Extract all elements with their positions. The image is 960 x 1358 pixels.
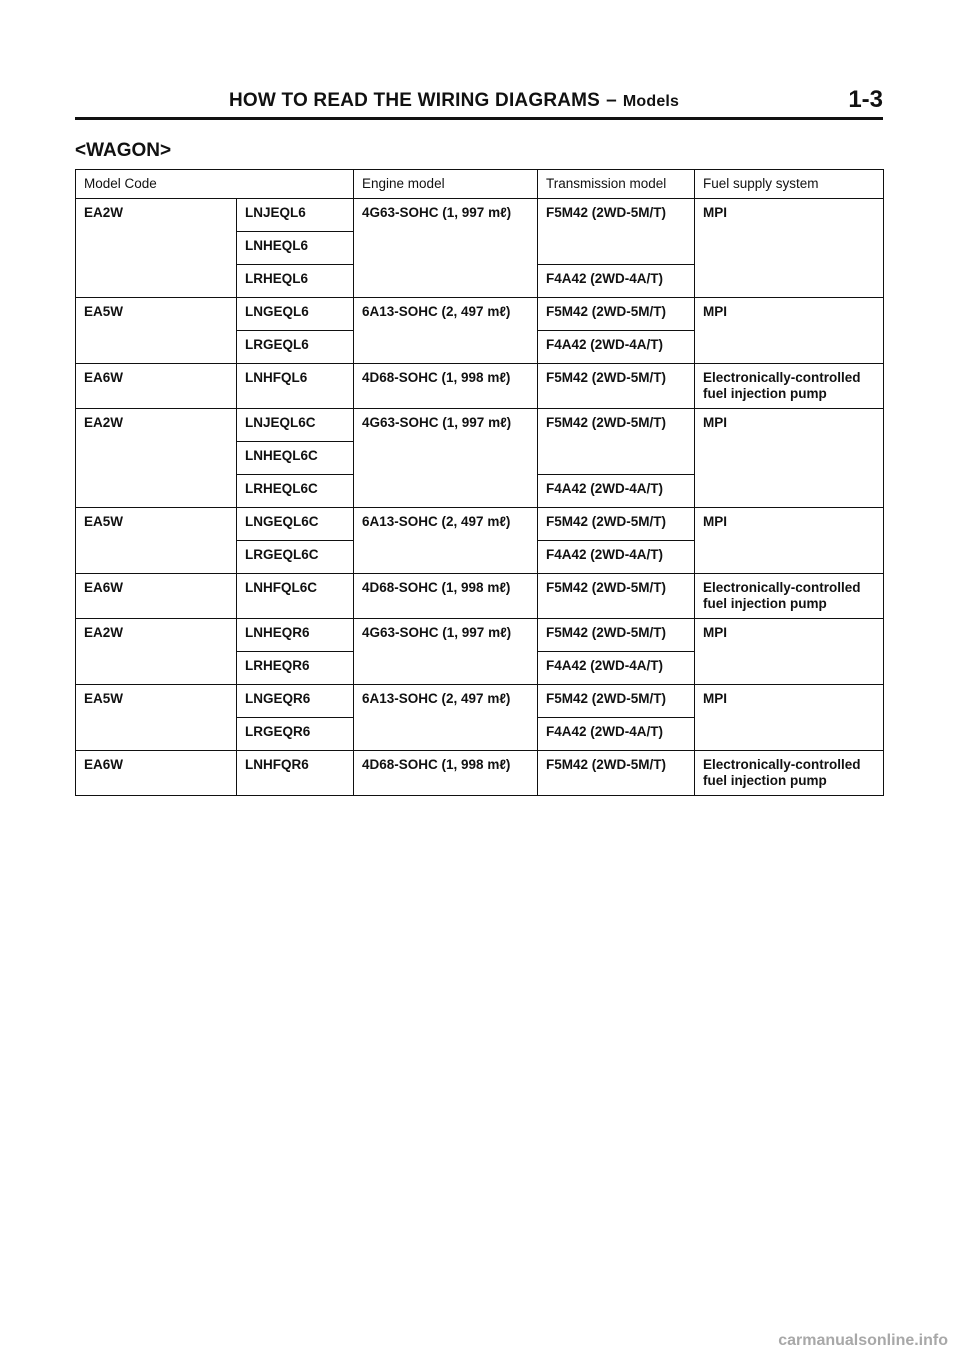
model-code-cell: LNJEQL6C xyxy=(237,409,354,442)
engine-cell: 6A13-SOHC (2, 497 mℓ) xyxy=(354,685,538,751)
model-family-cell: EA5W xyxy=(76,508,237,574)
transmission-cell: F4A42 (2WD-4A/T) xyxy=(538,475,695,508)
model-code-cell: LNHEQL6 xyxy=(237,232,354,265)
engine-cell: 4G63-SOHC (1, 997 mℓ) xyxy=(354,199,538,298)
transmission-cell: F4A42 (2WD-4A/T) xyxy=(538,331,695,364)
page-header xyxy=(75,88,883,118)
fuel-cell: MPI xyxy=(695,199,884,298)
model-code-cell: LNHFQL6C xyxy=(237,574,354,619)
model-code-cell: LNGEQL6C xyxy=(237,508,354,541)
transmission-cell: F4A42 (2WD-4A/T) xyxy=(538,718,695,751)
page-number: 1-3 xyxy=(848,86,883,113)
models-table xyxy=(75,169,884,796)
table-row xyxy=(76,409,884,442)
table-row xyxy=(76,508,884,541)
model-code-cell: LRHEQR6 xyxy=(237,652,354,685)
table-row xyxy=(76,619,884,652)
model-code-cell: LRGEQR6 xyxy=(237,718,354,751)
model-code-cell: LNHEQL6C xyxy=(237,442,354,475)
model-family-cell: EA5W xyxy=(76,685,237,751)
transmission-cell: F5M42 (2WD-5M/T) xyxy=(538,364,695,409)
table-row xyxy=(76,364,884,409)
model-code-cell: LRHEQL6C xyxy=(237,475,354,508)
table-header-row xyxy=(76,170,884,199)
transmission-cell: F5M42 (2WD-5M/T) xyxy=(538,298,695,331)
engine-cell: 4G63-SOHC (1, 997 mℓ) xyxy=(354,619,538,685)
model-family-cell: EA6W xyxy=(76,364,237,409)
model-code-cell: LNGEQR6 xyxy=(237,685,354,718)
transmission-cell: F5M42 (2WD-5M/T) xyxy=(538,751,695,796)
fuel-cell: MPI xyxy=(695,619,884,685)
fuel-cell: MPI xyxy=(695,508,884,574)
header-title-text: HOW TO READ THE WIRING DIAGRAMS xyxy=(229,90,601,111)
model-family-cell: EA6W xyxy=(76,751,237,796)
model-code-cell: LNGEQL6 xyxy=(237,298,354,331)
model-code-cell: LNHEQR6 xyxy=(237,619,354,652)
engine-cell: 4G63-SOHC (1, 997 mℓ) xyxy=(354,409,538,508)
model-code-cell: LRGEQL6C xyxy=(237,541,354,574)
model-family-cell: EA5W xyxy=(76,298,237,364)
engine-cell: 4D68-SOHC (1, 998 mℓ) xyxy=(354,574,538,619)
transmission-cell: F4A42 (2WD-4A/T) xyxy=(538,265,695,298)
header-subtitle: Models xyxy=(622,93,680,110)
footer-watermark: carmanualsonline.info xyxy=(778,1332,948,1349)
table-row xyxy=(76,298,884,331)
model-code-cell: LRHEQL6 xyxy=(237,265,354,298)
fuel-cell: Electronically-controlled fuel injection pump xyxy=(695,364,884,409)
fuel-cell: MPI xyxy=(695,685,884,751)
engine-cell: 4D68-SOHC (1, 998 mℓ) xyxy=(354,751,538,796)
model-code-cell: LNHFQL6 xyxy=(237,364,354,409)
engine-cell: 6A13-SOHC (2, 497 mℓ) xyxy=(354,298,538,364)
header-transmission-model: Transmission model xyxy=(538,170,695,199)
header-engine-model: Engine model xyxy=(354,170,538,199)
fuel-cell: MPI xyxy=(695,298,884,364)
transmission-cell: F5M42 (2WD-5M/T) xyxy=(538,619,695,652)
fuel-cell: MPI xyxy=(695,409,884,508)
page-title xyxy=(229,90,679,112)
table-row xyxy=(76,199,884,232)
header-fuel-supply-system: Fuel supply system xyxy=(695,170,884,199)
transmission-cell: F5M42 (2WD-5M/T) xyxy=(538,508,695,541)
transmission-cell: F5M42 (2WD-5M/T) xyxy=(538,409,695,475)
model-family-cell: EA2W xyxy=(76,199,237,298)
transmission-cell: F5M42 (2WD-5M/T) xyxy=(538,685,695,718)
header-separator: – xyxy=(606,90,617,111)
engine-cell: 6A13-SOHC (2, 497 mℓ) xyxy=(354,508,538,574)
model-family-cell: EA2W xyxy=(76,409,237,508)
transmission-cell: F4A42 (2WD-4A/T) xyxy=(538,652,695,685)
transmission-cell: F5M42 (2WD-5M/T) xyxy=(538,574,695,619)
header-rule xyxy=(75,117,883,120)
model-code-cell: LNHFQR6 xyxy=(237,751,354,796)
model-code-cell: LRGEQL6 xyxy=(237,331,354,364)
transmission-cell: F5M42 (2WD-5M/T) xyxy=(538,199,695,265)
model-family-cell: EA6W xyxy=(76,574,237,619)
model-code-cell: LNJEQL6 xyxy=(237,199,354,232)
header-model-code: Model Code xyxy=(76,170,354,199)
table-row xyxy=(76,574,884,619)
table-row xyxy=(76,685,884,718)
fuel-cell: Electronically-controlled fuel injection pump xyxy=(695,574,884,619)
section-title: <WAGON> xyxy=(75,140,172,161)
transmission-cell: F4A42 (2WD-4A/T) xyxy=(538,541,695,574)
engine-cell: 4D68-SOHC (1, 998 mℓ) xyxy=(354,364,538,409)
table-row xyxy=(76,751,884,796)
model-family-cell: EA2W xyxy=(76,619,237,685)
fuel-cell: Electronically-controlled fuel injection pump xyxy=(695,751,884,796)
